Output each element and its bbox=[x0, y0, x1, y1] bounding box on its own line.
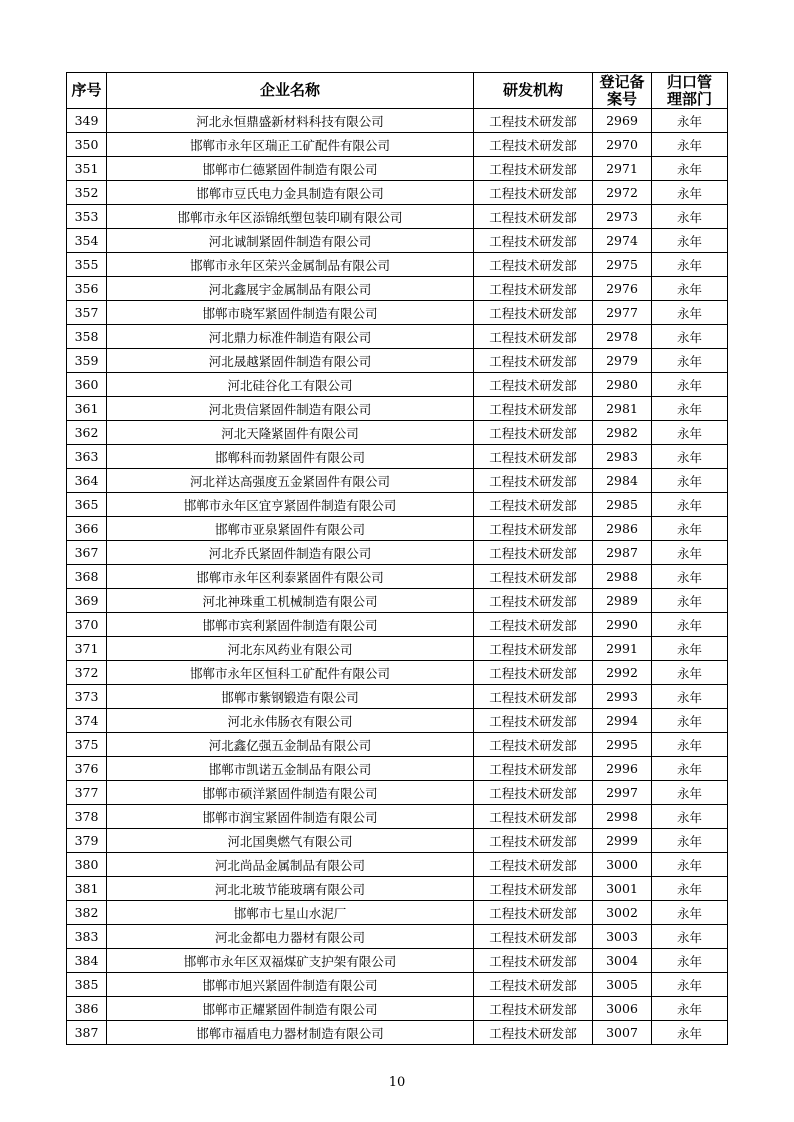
cell-registration-no: 2976 bbox=[593, 277, 652, 301]
cell-rd-institution: 工程技术研发部 bbox=[474, 205, 593, 229]
cell-management-dept: 永年 bbox=[652, 349, 728, 373]
cell-rd-institution: 工程技术研发部 bbox=[474, 373, 593, 397]
cell-registration-no: 2977 bbox=[593, 301, 652, 325]
cell-management-dept: 永年 bbox=[652, 685, 728, 709]
table-row bbox=[67, 229, 728, 253]
cell-rd-institution: 工程技术研发部 bbox=[474, 805, 593, 829]
cell-rd-institution: 工程技术研发部 bbox=[474, 493, 593, 517]
cell-rd-institution: 工程技术研发部 bbox=[474, 853, 593, 877]
table-row bbox=[67, 349, 728, 373]
cell-seq: 365 bbox=[67, 493, 107, 517]
cell-seq: 379 bbox=[67, 829, 107, 853]
cell-rd-institution: 工程技术研发部 bbox=[474, 301, 593, 325]
cell-management-dept: 永年 bbox=[652, 565, 728, 589]
cell-seq: 384 bbox=[67, 949, 107, 973]
table-row bbox=[67, 973, 728, 997]
cell-management-dept: 永年 bbox=[652, 181, 728, 205]
cell-seq: 372 bbox=[67, 661, 107, 685]
table-row bbox=[67, 373, 728, 397]
cell-registration-no: 2991 bbox=[593, 637, 652, 661]
cell-rd-institution: 工程技术研发部 bbox=[474, 229, 593, 253]
cell-company-name: 河北东风药业有限公司 bbox=[107, 637, 474, 661]
cell-registration-no: 2986 bbox=[593, 517, 652, 541]
cell-seq: 355 bbox=[67, 253, 107, 277]
cell-rd-institution: 工程技术研发部 bbox=[474, 613, 593, 637]
cell-seq: 366 bbox=[67, 517, 107, 541]
cell-seq: 367 bbox=[67, 541, 107, 565]
cell-seq: 386 bbox=[67, 997, 107, 1021]
header-seq: 序号 bbox=[67, 73, 107, 109]
cell-management-dept: 永年 bbox=[652, 997, 728, 1021]
table-row bbox=[67, 829, 728, 853]
cell-company-name: 邯郸市宾利紧固件制造有限公司 bbox=[107, 613, 474, 637]
cell-company-name: 邯郸市永年区恒科工矿配件有限公司 bbox=[107, 661, 474, 685]
cell-rd-institution: 工程技术研发部 bbox=[474, 181, 593, 205]
cell-management-dept: 永年 bbox=[652, 469, 728, 493]
cell-registration-no: 2984 bbox=[593, 469, 652, 493]
cell-registration-no: 2978 bbox=[593, 325, 652, 349]
cell-rd-institution: 工程技术研发部 bbox=[474, 469, 593, 493]
cell-rd-institution: 工程技术研发部 bbox=[474, 277, 593, 301]
cell-registration-no: 2982 bbox=[593, 421, 652, 445]
cell-seq: 371 bbox=[67, 637, 107, 661]
cell-rd-institution: 工程技术研发部 bbox=[474, 781, 593, 805]
cell-seq: 361 bbox=[67, 397, 107, 421]
cell-seq: 349 bbox=[67, 109, 107, 133]
cell-management-dept: 永年 bbox=[652, 661, 728, 685]
cell-company-name: 邯郸市永年区荣兴金属制品有限公司 bbox=[107, 253, 474, 277]
cell-management-dept: 永年 bbox=[652, 613, 728, 637]
cell-rd-institution: 工程技术研发部 bbox=[474, 541, 593, 565]
cell-seq: 359 bbox=[67, 349, 107, 373]
cell-company-name: 河北乔氏紧固件制造有限公司 bbox=[107, 541, 474, 565]
table-row bbox=[67, 589, 728, 613]
cell-management-dept: 永年 bbox=[652, 1021, 728, 1045]
cell-seq: 376 bbox=[67, 757, 107, 781]
cell-management-dept: 永年 bbox=[652, 637, 728, 661]
table-row bbox=[67, 685, 728, 709]
cell-company-name: 邯郸市七星山水泥厂 bbox=[107, 901, 474, 925]
table-row bbox=[67, 1021, 728, 1045]
cell-company-name: 邯郸市福盾电力器材制造有限公司 bbox=[107, 1021, 474, 1045]
table-row bbox=[67, 757, 728, 781]
cell-seq: 370 bbox=[67, 613, 107, 637]
cell-company-name: 河北鑫展宇金属制品有限公司 bbox=[107, 277, 474, 301]
table-row bbox=[67, 421, 728, 445]
table-row bbox=[67, 925, 728, 949]
table-body bbox=[67, 109, 728, 1045]
cell-company-name: 邯郸市正耀紧固件制造有限公司 bbox=[107, 997, 474, 1021]
table-row bbox=[67, 997, 728, 1021]
cell-company-name: 邯郸市凯诺五金制品有限公司 bbox=[107, 757, 474, 781]
cell-rd-institution: 工程技术研发部 bbox=[474, 877, 593, 901]
table-row bbox=[67, 637, 728, 661]
cell-company-name: 邯郸市晓军紧固件制造有限公司 bbox=[107, 301, 474, 325]
cell-management-dept: 永年 bbox=[652, 421, 728, 445]
cell-company-name: 河北尚品金属制品有限公司 bbox=[107, 853, 474, 877]
cell-registration-no: 2973 bbox=[593, 205, 652, 229]
cell-company-name: 河北神珠重工机械制造有限公司 bbox=[107, 589, 474, 613]
cell-company-name: 邯郸市永年区宜亨紧固件制造有限公司 bbox=[107, 493, 474, 517]
cell-seq: 358 bbox=[67, 325, 107, 349]
cell-rd-institution: 工程技术研发部 bbox=[474, 637, 593, 661]
cell-management-dept: 永年 bbox=[652, 517, 728, 541]
table-row bbox=[67, 133, 728, 157]
cell-seq: 375 bbox=[67, 733, 107, 757]
cell-management-dept: 永年 bbox=[652, 325, 728, 349]
cell-management-dept: 永年 bbox=[652, 229, 728, 253]
cell-registration-no: 2997 bbox=[593, 781, 652, 805]
cell-registration-no: 2987 bbox=[593, 541, 652, 565]
cell-company-name: 邯郸市旭兴紧固件制造有限公司 bbox=[107, 973, 474, 997]
cell-registration-no: 2979 bbox=[593, 349, 652, 373]
cell-registration-no: 2985 bbox=[593, 493, 652, 517]
cell-rd-institution: 工程技术研发部 bbox=[474, 253, 593, 277]
cell-registration-no: 2980 bbox=[593, 373, 652, 397]
cell-registration-no: 2999 bbox=[593, 829, 652, 853]
cell-company-name: 邯郸市永年区双福煤矿支护架有限公司 bbox=[107, 949, 474, 973]
cell-registration-no: 2971 bbox=[593, 157, 652, 181]
cell-rd-institution: 工程技术研发部 bbox=[474, 901, 593, 925]
cell-company-name: 河北国奥燃气有限公司 bbox=[107, 829, 474, 853]
cell-seq: 363 bbox=[67, 445, 107, 469]
cell-seq: 382 bbox=[67, 901, 107, 925]
cell-rd-institution: 工程技术研发部 bbox=[474, 733, 593, 757]
cell-seq: 356 bbox=[67, 277, 107, 301]
cell-registration-no: 2996 bbox=[593, 757, 652, 781]
cell-rd-institution: 工程技术研发部 bbox=[474, 397, 593, 421]
cell-seq: 353 bbox=[67, 205, 107, 229]
cell-company-name: 邯郸市亚泉紧固件有限公司 bbox=[107, 517, 474, 541]
table-row bbox=[67, 181, 728, 205]
cell-registration-no: 3000 bbox=[593, 853, 652, 877]
cell-registration-no: 2970 bbox=[593, 133, 652, 157]
cell-management-dept: 永年 bbox=[652, 397, 728, 421]
cell-seq: 352 bbox=[67, 181, 107, 205]
cell-management-dept: 永年 bbox=[652, 973, 728, 997]
page-number: 10 bbox=[388, 1075, 406, 1090]
cell-registration-no: 2974 bbox=[593, 229, 652, 253]
cell-management-dept: 永年 bbox=[652, 541, 728, 565]
cell-management-dept: 永年 bbox=[652, 877, 728, 901]
cell-company-name: 河北祥达高强度五金紧固件有限公司 bbox=[107, 469, 474, 493]
cell-company-name: 河北永恒鼎盛新材料科技有限公司 bbox=[107, 109, 474, 133]
cell-management-dept: 永年 bbox=[652, 589, 728, 613]
cell-rd-institution: 工程技术研发部 bbox=[474, 349, 593, 373]
cell-management-dept: 永年 bbox=[652, 949, 728, 973]
cell-registration-no: 2983 bbox=[593, 445, 652, 469]
cell-registration-no: 3005 bbox=[593, 973, 652, 997]
cell-management-dept: 永年 bbox=[652, 781, 728, 805]
cell-company-name: 邯郸科而勃紧固件有限公司 bbox=[107, 445, 474, 469]
cell-company-name: 邯郸市永年区添锦纸塑包装印刷有限公司 bbox=[107, 205, 474, 229]
cell-rd-institution: 工程技术研发部 bbox=[474, 589, 593, 613]
cell-registration-no: 3006 bbox=[593, 997, 652, 1021]
cell-seq: 377 bbox=[67, 781, 107, 805]
cell-management-dept: 永年 bbox=[652, 733, 728, 757]
cell-company-name: 邯郸市永年区瑞正工矿配件有限公司 bbox=[107, 133, 474, 157]
table-row bbox=[67, 493, 728, 517]
cell-management-dept: 永年 bbox=[652, 853, 728, 877]
table-row bbox=[67, 901, 728, 925]
table-row bbox=[67, 469, 728, 493]
table-row bbox=[67, 325, 728, 349]
cell-rd-institution: 工程技术研发部 bbox=[474, 973, 593, 997]
cell-rd-institution: 工程技术研发部 bbox=[474, 925, 593, 949]
table-row bbox=[67, 853, 728, 877]
cell-management-dept: 永年 bbox=[652, 253, 728, 277]
table-row bbox=[67, 733, 728, 757]
cell-management-dept: 永年 bbox=[652, 709, 728, 733]
header-company-name: 企业名称 bbox=[107, 73, 474, 109]
cell-seq: 360 bbox=[67, 373, 107, 397]
table-row bbox=[67, 397, 728, 421]
cell-management-dept: 永年 bbox=[652, 373, 728, 397]
cell-seq: 385 bbox=[67, 973, 107, 997]
cell-management-dept: 永年 bbox=[652, 157, 728, 181]
cell-company-name: 河北永伟肠衣有限公司 bbox=[107, 709, 474, 733]
cell-rd-institution: 工程技术研发部 bbox=[474, 565, 593, 589]
cell-registration-no: 2988 bbox=[593, 565, 652, 589]
table-row bbox=[67, 613, 728, 637]
cell-rd-institution: 工程技术研发部 bbox=[474, 829, 593, 853]
cell-rd-institution: 工程技术研发部 bbox=[474, 421, 593, 445]
cell-management-dept: 永年 bbox=[652, 205, 728, 229]
table-row bbox=[67, 805, 728, 829]
cell-company-name: 河北诚制紧固件制造有限公司 bbox=[107, 229, 474, 253]
cell-seq: 351 bbox=[67, 157, 107, 181]
cell-management-dept: 永年 bbox=[652, 493, 728, 517]
cell-rd-institution: 工程技术研发部 bbox=[474, 709, 593, 733]
cell-registration-no: 2981 bbox=[593, 397, 652, 421]
cell-company-name: 河北北玻节能玻璃有限公司 bbox=[107, 877, 474, 901]
header-registration-no: 登记备 案号 bbox=[593, 73, 652, 109]
cell-registration-no: 2972 bbox=[593, 181, 652, 205]
cell-seq: 381 bbox=[67, 877, 107, 901]
cell-management-dept: 永年 bbox=[652, 109, 728, 133]
registry-table bbox=[66, 72, 728, 1045]
cell-management-dept: 永年 bbox=[652, 757, 728, 781]
cell-seq: 387 bbox=[67, 1021, 107, 1045]
table-row bbox=[67, 709, 728, 733]
cell-company-name: 邯郸市润宝紧固件制造有限公司 bbox=[107, 805, 474, 829]
cell-seq: 383 bbox=[67, 925, 107, 949]
cell-seq: 380 bbox=[67, 853, 107, 877]
table-row bbox=[67, 301, 728, 325]
cell-registration-no: 3002 bbox=[593, 901, 652, 925]
cell-seq: 374 bbox=[67, 709, 107, 733]
cell-registration-no: 2989 bbox=[593, 589, 652, 613]
cell-rd-institution: 工程技术研发部 bbox=[474, 685, 593, 709]
table-row bbox=[67, 949, 728, 973]
cell-seq: 368 bbox=[67, 565, 107, 589]
cell-rd-institution: 工程技术研发部 bbox=[474, 325, 593, 349]
cell-company-name: 河北天隆紧固件有限公司 bbox=[107, 421, 474, 445]
cell-company-name: 河北贵信紧固件制造有限公司 bbox=[107, 397, 474, 421]
cell-rd-institution: 工程技术研发部 bbox=[474, 133, 593, 157]
cell-management-dept: 永年 bbox=[652, 301, 728, 325]
cell-company-name: 河北鑫亿强五金制品有限公司 bbox=[107, 733, 474, 757]
cell-company-name: 河北金都电力器材有限公司 bbox=[107, 925, 474, 949]
cell-rd-institution: 工程技术研发部 bbox=[474, 517, 593, 541]
cell-registration-no: 3003 bbox=[593, 925, 652, 949]
cell-company-name: 邯郸市豆氏电力金具制造有限公司 bbox=[107, 181, 474, 205]
cell-registration-no: 2990 bbox=[593, 613, 652, 637]
cell-seq: 362 bbox=[67, 421, 107, 445]
cell-registration-no: 2993 bbox=[593, 685, 652, 709]
table-row bbox=[67, 541, 728, 565]
table-row bbox=[67, 277, 728, 301]
cell-company-name: 邯郸市永年区利泰紧固件有限公司 bbox=[107, 565, 474, 589]
cell-registration-no: 2994 bbox=[593, 709, 652, 733]
cell-registration-no: 2995 bbox=[593, 733, 652, 757]
table-row bbox=[67, 445, 728, 469]
cell-company-name: 河北晟越紧固件制造有限公司 bbox=[107, 349, 474, 373]
cell-company-name: 邯郸市硕洋紧固件制造有限公司 bbox=[107, 781, 474, 805]
table-row bbox=[67, 565, 728, 589]
table-row bbox=[67, 205, 728, 229]
table-row bbox=[67, 157, 728, 181]
cell-rd-institution: 工程技术研发部 bbox=[474, 661, 593, 685]
cell-rd-institution: 工程技术研发部 bbox=[474, 109, 593, 133]
cell-company-name: 河北硅谷化工有限公司 bbox=[107, 373, 474, 397]
cell-registration-no: 3007 bbox=[593, 1021, 652, 1045]
table-row bbox=[67, 877, 728, 901]
cell-management-dept: 永年 bbox=[652, 901, 728, 925]
cell-registration-no: 3004 bbox=[593, 949, 652, 973]
cell-management-dept: 永年 bbox=[652, 829, 728, 853]
cell-seq: 364 bbox=[67, 469, 107, 493]
cell-seq: 369 bbox=[67, 589, 107, 613]
cell-rd-institution: 工程技术研发部 bbox=[474, 157, 593, 181]
cell-registration-no: 2969 bbox=[593, 109, 652, 133]
header-management-dept: 归口管 理部门 bbox=[652, 73, 728, 109]
cell-seq: 378 bbox=[67, 805, 107, 829]
table-header-row bbox=[67, 73, 728, 109]
cell-registration-no: 3001 bbox=[593, 877, 652, 901]
cell-management-dept: 永年 bbox=[652, 925, 728, 949]
cell-rd-institution: 工程技术研发部 bbox=[474, 757, 593, 781]
cell-management-dept: 永年 bbox=[652, 133, 728, 157]
cell-rd-institution: 工程技术研发部 bbox=[474, 445, 593, 469]
cell-rd-institution: 工程技术研发部 bbox=[474, 949, 593, 973]
cell-seq: 354 bbox=[67, 229, 107, 253]
cell-company-name: 邯郸市仁德紧固件制造有限公司 bbox=[107, 157, 474, 181]
table-row bbox=[67, 781, 728, 805]
cell-management-dept: 永年 bbox=[652, 805, 728, 829]
cell-management-dept: 永年 bbox=[652, 277, 728, 301]
cell-registration-no: 2998 bbox=[593, 805, 652, 829]
table-row bbox=[67, 517, 728, 541]
cell-registration-no: 2975 bbox=[593, 253, 652, 277]
cell-seq: 373 bbox=[67, 685, 107, 709]
cell-registration-no: 2992 bbox=[593, 661, 652, 685]
cell-rd-institution: 工程技术研发部 bbox=[474, 997, 593, 1021]
cell-company-name: 邯郸市紫钢锻造有限公司 bbox=[107, 685, 474, 709]
cell-company-name: 河北鼎力标准件制造有限公司 bbox=[107, 325, 474, 349]
table-row bbox=[67, 109, 728, 133]
table-row bbox=[67, 661, 728, 685]
cell-seq: 357 bbox=[67, 301, 107, 325]
cell-management-dept: 永年 bbox=[652, 445, 728, 469]
table-row bbox=[67, 253, 728, 277]
header-rd-institution: 研发机构 bbox=[474, 73, 593, 109]
cell-rd-institution: 工程技术研发部 bbox=[474, 1021, 593, 1045]
cell-seq: 350 bbox=[67, 133, 107, 157]
